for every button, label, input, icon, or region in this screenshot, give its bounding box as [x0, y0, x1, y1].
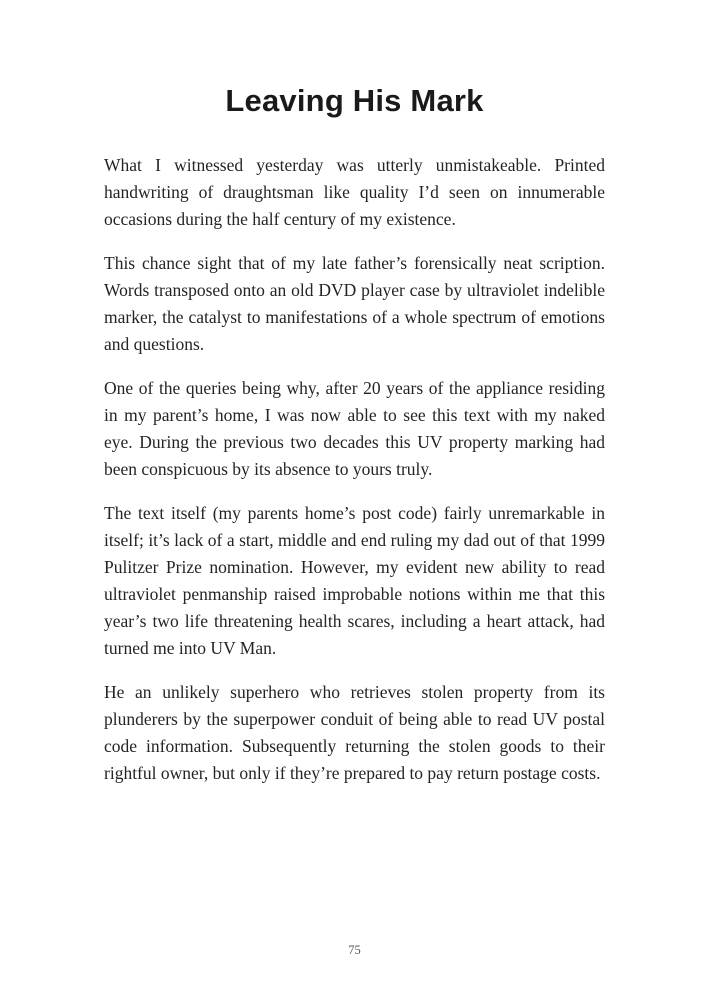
page-number: 75: [348, 943, 361, 957]
paragraph-4: The text itself (my parents home’s post code) fairly unremarkable in itself; it’s lack of a start, middle and end ruling my dad out of that 1999 Pulitzer Prize nomination. However, my evident new ability to read ultraviolet penmanship raised improbable notions within me that this year’s two life threatening health scares, including a heart attack, had turned me into UV Man.: [104, 503, 605, 659]
document-body: [104, 152, 605, 787]
paragraph-5: He an unlikely superhero who retrieves stolen property from its plunderers by the superpower conduit of being able to read UV postal code information. Subsequently returning the stolen goods to their rightful owner, but only if they’re prepared to pay return postage costs.: [104, 682, 605, 784]
paragraph-1: What I witnessed yesterday was utterly unmistakeable. Printed handwriting of draughtsman like quality I’d seen on innumerable occasions during the half century of my existence.: [104, 155, 605, 230]
paragraph-2: This chance sight that of my late father’s forensically neat scription. Words transposed onto an old DVD player case by ultraviolet indelible marker, the catalyst to manifestations of a whole spectrum of emotions and questions.: [104, 253, 605, 355]
paragraph-3: One of the queries being why, after 20 years of the appliance residing in my parent’s home, I was now able to see this text with my naked eye. During the previous two decades this UV property marking had been conspicuous by its absence to yours truly.: [104, 378, 605, 480]
page-title: Leaving His Mark: [225, 83, 484, 118]
